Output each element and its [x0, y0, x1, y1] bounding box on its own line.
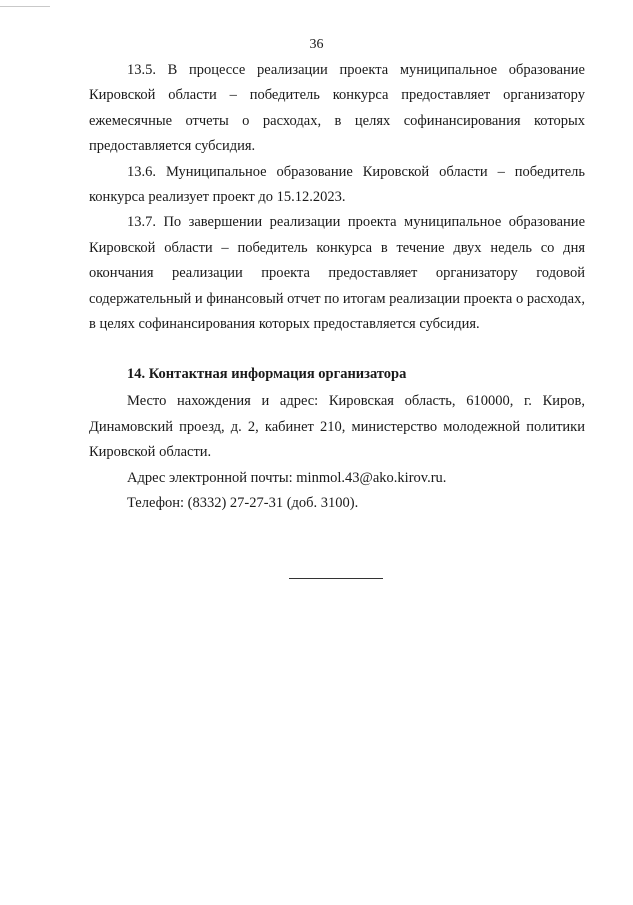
contact-phone: Телефон: (8332) 27-27-31 (доб. 3100). — [127, 495, 359, 512]
paragraph-13-5: 13.5. В процессе реализации проекта муниципальное образование Кировской области – победитель конкурса предоставляет организатору ежемесячные отчеты о расходах, в целях софинансирования которых предоставляется субсидия. — [89, 62, 585, 155]
document-body — [89, 58, 585, 517]
contact-address: Место нахождения и адрес: Кировская область, 610000, г. Киров, Динамовский проезд, д. 2, кабинет 210, министерство молодежной политики Кировской области. — [89, 393, 585, 461]
contact-email: Адрес электронной почты: minmol.43@ako.kirov.ru. — [127, 469, 447, 486]
page-number: 36 — [309, 37, 324, 52]
scan-corner-mark — [0, 6, 50, 7]
paragraph-13-7: 13.7. По завершении реализации проекта муниципальное образование Кировской области – победитель конкурса в течение двух недель со дня окончания реализации проекта предоставляет организатору годовой содержательный и финансовый отчет по итогам реализации проекта о расходах, в целях софинансирования которых предоставляется субсидия. — [89, 214, 585, 333]
end-of-document-rule — [289, 578, 383, 579]
paragraph-13-6: 13.6. Муниципальное образование Кировской области – победитель конкурса реализует проект до 15.12.2023. — [89, 163, 585, 206]
section-heading: 14. Контактная информация организатора — [127, 366, 407, 383]
